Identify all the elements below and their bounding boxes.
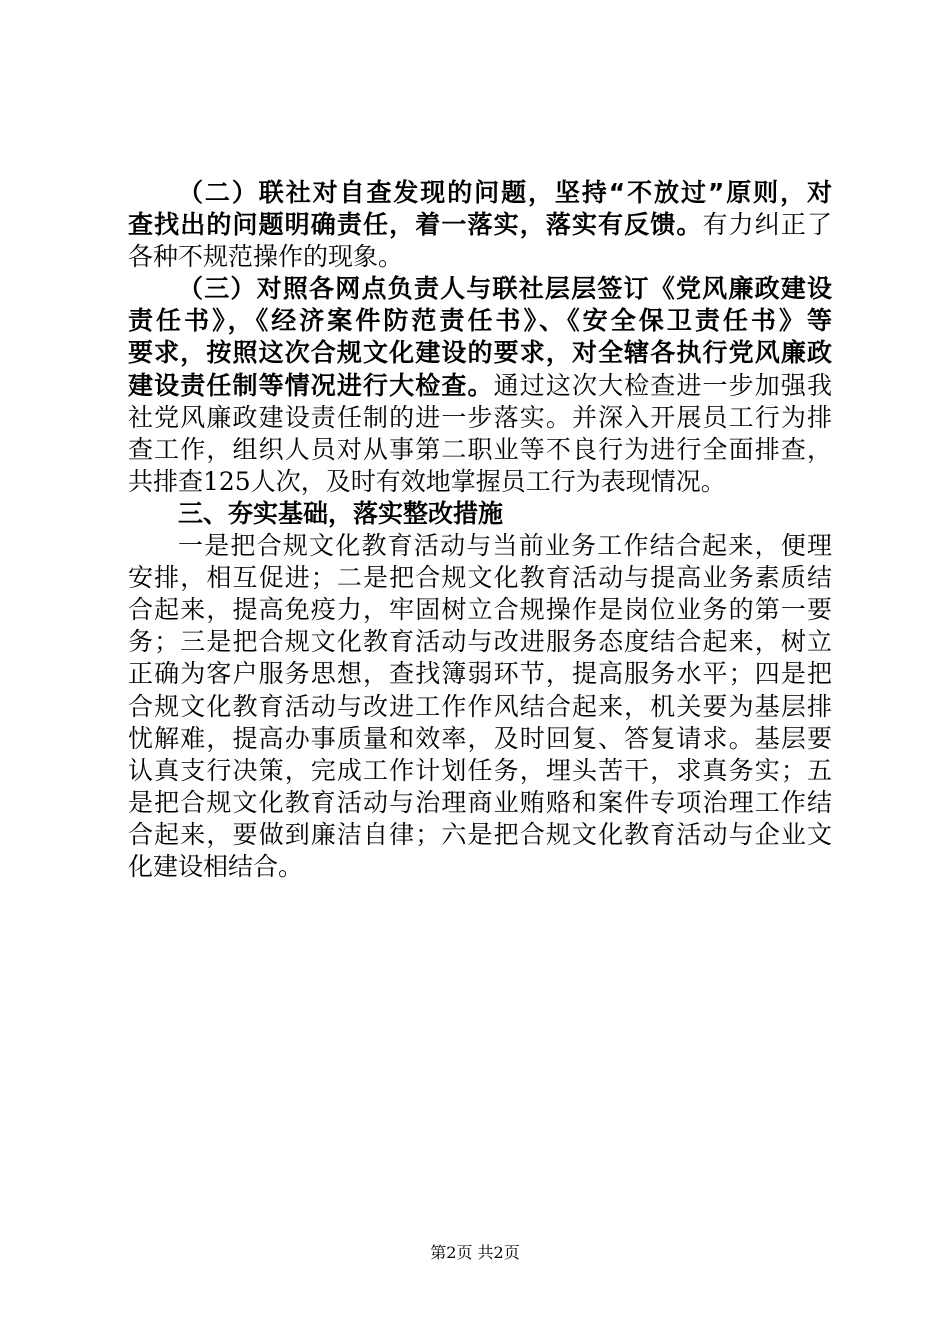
- text-line: [128, 723, 832, 755]
- text-line: [128, 755, 832, 787]
- text-line: [128, 851, 832, 883]
- text-line: [128, 273, 832, 305]
- text-line: [128, 370, 832, 402]
- text-run: 一是把合规文化教育活动与当前业务工作结合起来，便理: [178, 531, 832, 561]
- text-run: 合起来，提高免疫力，牢固树立合规操作是岗位业务的第一要: [128, 595, 832, 625]
- text-line: [128, 562, 832, 594]
- text-line: [128, 787, 832, 819]
- text-line: [128, 691, 832, 723]
- text-run: 化建设相结合。: [128, 851, 304, 881]
- text-run: 合规文化教育活动与改进工作作风结合起来，机关要为基层排: [128, 691, 832, 721]
- text-line: [128, 241, 832, 273]
- text-line: [128, 209, 832, 241]
- page-number-label: 第2页 共2页: [430, 1243, 520, 1262]
- paragraph-inspection-followup: [128, 177, 832, 273]
- text-run: 正确为客户服务思想，查找簿弱环节，提高服务水平；四是把: [128, 659, 832, 689]
- text-run: 认真支行决策，完成工作计划任务，埋头苦干，求真务实；五: [128, 755, 832, 785]
- text-line: [128, 658, 832, 690]
- text-run-bold: 查找出的问题明确责任，着一落实，落实有反馈。: [128, 210, 703, 240]
- section-heading: [128, 498, 832, 530]
- text-line: [128, 466, 832, 498]
- text-run: 通过这次大检查进一步加强我: [493, 370, 832, 400]
- text-run: 是把合规文化教育活动与治理商业贿赂和案件专项治理工作结: [128, 787, 832, 817]
- text-run-bold: （三）对照各网点负责人与联社层层签订《党风廉政建设: [178, 274, 832, 304]
- text-run: 各种不规范操作的现象。: [128, 242, 404, 272]
- heading-text: 三、夯实基础，落实整改措施: [178, 498, 504, 528]
- text-line: [128, 402, 832, 434]
- text-run-bold: 建设责任制等情况进行大检查。: [128, 370, 494, 400]
- page-footer: [0, 1242, 950, 1264]
- text-line: [128, 305, 832, 337]
- text-run: 有力纠正了: [702, 210, 832, 240]
- text-line: [128, 594, 832, 626]
- text-run-bold: 要求，按照这次合规文化建设的要求，对全辖各执行党风廉政: [128, 338, 832, 368]
- text-line: [128, 337, 832, 369]
- text-line: [128, 434, 832, 466]
- text-run-bold: 责任书》，《经济案件防范责任书》、《安全保卫责任书》等: [128, 306, 832, 336]
- text-line: [128, 498, 832, 530]
- text-run: 社党风廉政建设责任制的进一步落实。并深入开展员工行为排: [128, 402, 832, 432]
- paragraph-rectification-measures: [128, 530, 832, 883]
- text-run: 共排查125人次，及时有效地掌握员工行为表现情况。: [128, 466, 726, 496]
- text-line: [128, 626, 832, 658]
- text-line: [128, 819, 832, 851]
- text-run: 查工作，组织人员对从事第二职业等不良行为进行全面排查，: [128, 434, 832, 464]
- document-body: [128, 177, 832, 883]
- text-line: [128, 530, 832, 562]
- text-line: [128, 177, 832, 209]
- text-run-bold: （二）联社对自查发现的问题，坚持“不放过”原则，对: [178, 178, 832, 207]
- paragraph-responsibility-check: [128, 273, 832, 498]
- text-run: 务；三是把合规文化教育活动与改进服务态度结合起来，树立: [128, 627, 832, 657]
- text-run: 合起来，要做到廉洁自律；六是把合规文化教育活动与企业文: [128, 819, 832, 849]
- text-run: 忧解难，提高办事质量和效率，及时回复、答复请求。基层要: [128, 723, 832, 753]
- text-run: 安排，相互促进；二是把合规文化教育活动与提高业务素质结: [128, 563, 832, 593]
